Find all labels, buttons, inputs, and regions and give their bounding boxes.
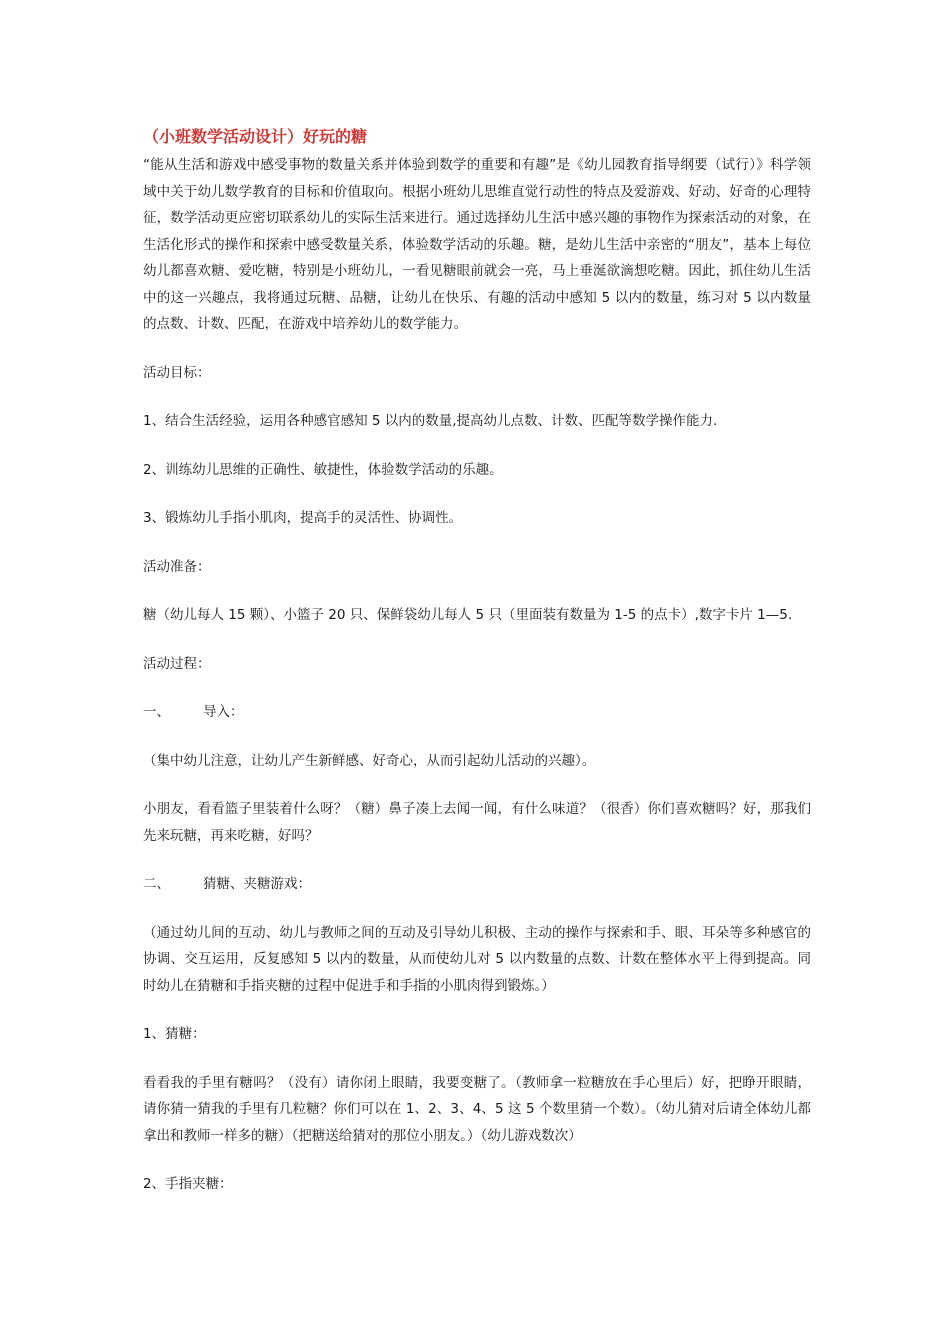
process-heading: 活动过程：	[143, 655, 211, 672]
preparation-heading: 活动准备：	[143, 558, 211, 575]
sub2-heading: 2、手指夹糖：	[143, 1176, 233, 1192]
intro-paragraph: “能从生活和游戏中感受事物的数量关系并体验到数学的重要和有趣”是《幼儿园教育指导纲要（试行）》科学领域中关于幼儿数学教育的目标和价值取向。根据小班幼儿思维直觉行动性的特点及爱游戏、好动、好奇的心理特征，数学活动更应密切联系幼儿的实际生活来进行。通过选择幼儿生活中感兴趣的事物作为探索活动的对象，在生活化形式的操作和探索中感受数量关系，体验数学活动的乐趣。糖，是幼儿生活中亲密的“朋友”，基本上每位幼儿都喜欢糖、爱吃糖，特别是小班幼儿，一看见糖眼前就会一亮，马上垂涎欲滴想吃糖。因此，抓住幼儿生活中的这一兴趣点，我将通过玩糖、品糖，让幼儿在快乐、有趣的活动中感知 5 以内的数量，练习对 5 以内数量的点数、计数、匹配，在游戏中培养幼儿的数学能力。	[143, 157, 811, 332]
sub1-heading: 1、猜糖：	[143, 1026, 206, 1042]
part1-text: 小朋友，看看篮子里装着什么呀？（糖）鼻子凑上去闻一闻，有什么味道？（很香）你们喜欢糖吗？好，那我们先来玩糖，再来吃糖，好吗？	[143, 801, 811, 844]
part1-label: 导入：	[203, 704, 244, 720]
goals-heading: 活动目标：	[143, 364, 211, 381]
goal-item: 2、训练幼儿思维的正确性、敏捷性，体验数学活动的乐趣。	[143, 461, 503, 478]
document-body	[143, 124, 811, 1198]
part1-note: （集中幼儿注意，让幼儿产生新鲜感、好奇心，从而引起幼儿活动的兴趣）。	[143, 752, 596, 769]
goal-item: 3、锻炼幼儿手指小肌肉，提高手的灵活性、协调性。	[143, 510, 463, 526]
part1-number: 一、	[143, 704, 170, 720]
preparation-text: 糖（幼儿每人 15 颗）、小篮子 20 只、保鲜袋幼儿每人 5 只（里面装有数量为 1-5 的点卡）,数字卡片 1—5.	[143, 607, 793, 623]
part2-heading	[143, 871, 811, 898]
part2-note: （通过幼儿间的互动、幼儿与教师之间的互动及引导幼儿积极、主动的操作与探索和手、眼、耳朵等多种感官的协调、交互运用，反复感知 5 以内的数量，从而使幼儿对 5 以内数量的点数、计数在整体水平上得到提高。同时幼儿在猜糖和手指夹糖的过程中促进手和手指的小肌肉得到锻炼。）	[143, 924, 811, 994]
goal-item: 1、结合生活经验，运用各种感官感知 5 以内的数量,提高幼儿点数、计数、匹配等数学操作能力.	[143, 413, 718, 429]
part2-label: 猜糖、夹糖游戏：	[203, 876, 311, 892]
sub1-text: 看看我的手里有糖吗？（没有）请你闭上眼睛，我要变糖了。（教师拿一粒糖放在手心里后）好，把睁开眼睛，请你猜一猜我的手里有几粒糖？你们可以在 1、2、3、4、5 这 5 个数里猜一个数）。（幼儿猜对后请全体幼儿都拿出和教师一样多的糖）（把糖送给猜对的那位小朋友。）（幼儿游戏数次）	[143, 1074, 811, 1144]
part2-number: 二、	[143, 876, 170, 892]
document-title: （小班数学活动设计）好玩的糖	[143, 127, 368, 146]
part1-heading	[143, 699, 811, 726]
